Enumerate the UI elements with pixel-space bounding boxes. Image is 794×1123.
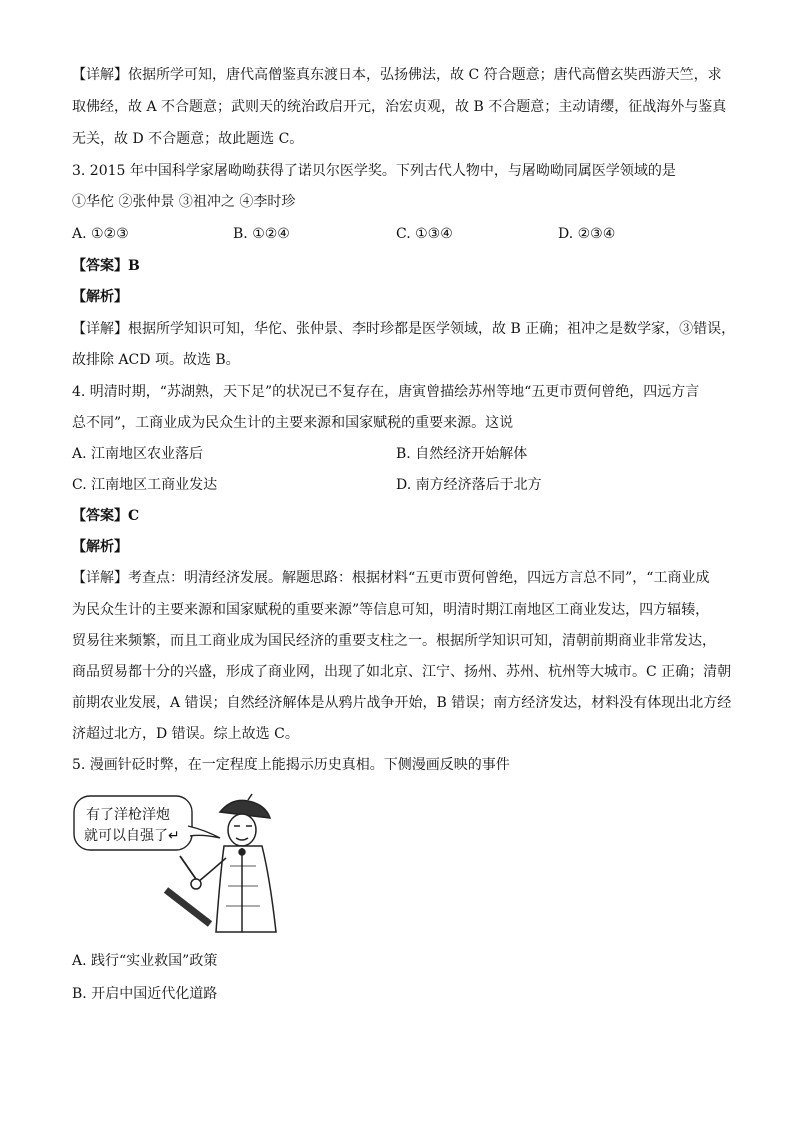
option-a: A. ①②③ [72,226,129,242]
question-4-stem: 4. 明清时期，“苏湖熟，天下足”的状况已不复存在，唐寅曾描绘苏州等地“五更市贾何曾绝，四远方言 [72,384,700,400]
detail-text: 取佛经，故 A 不合题意；武则天的统治政启开元，治宏贞观，故 B 不合题意；主动请缨，征战海外与鉴真 [72,99,727,115]
speech-bubble-tail [188,826,220,838]
option-a: A. 践行“实业救国”政策 [72,953,218,969]
option-b: B. 开启中国近代化道路 [72,986,218,1002]
question-5-stem: 5. 漫画针砭时弊，在一定程度上能揭示历史真相。下侧漫画反映的事件 [72,757,510,773]
option-c: C. 江南地区工商业发达 [72,477,218,493]
question-3-items: ①华佗 ②张仲景 ③祖冲之 ④李时珍 [72,194,296,210]
bubble-text-line-2: 就可以自强了↵ [84,828,180,844]
detail-text: 【详解】依据所学可知，唐代高僧鉴真东渡日本，弘扬佛法，故 C 符合题意；唐代高僧玄奘西游天竺，求 [72,67,722,83]
bubble-text-line-1: 有了洋枪洋炮 [86,807,170,823]
detail-text: 济超过北方，D 错误。综上故选 C。 [72,726,299,742]
detail-text: 贸易往来频繁，而且工商业成为国民经济的重要支柱之一。根据所学知识可知，清朝前期商业非常发达， [72,633,716,649]
option-b: B. 自然经济开始解体 [396,446,528,462]
detail-text: 故排除 ACD 项。故选 B。 [72,352,240,368]
cartoon-figure [70,786,290,936]
detail-text: 【详解】考查点：明清经济发展。解题思路：根据材料“五更市贾何曾绝，四远方言总不同”，“工商业成 [72,570,710,586]
option-b: B. ①②④ [233,226,290,242]
question-3-stem: 3. 2015 年中国科学家屠呦呦获得了诺贝尔医学奖。下列古代人物中，与屠呦呦同属医学领域的是 [72,163,676,179]
detail-text: 前期农业发展，A 错误；自然经济解体是从鸦片战争开始，B 错误；南方经济发达，材料没有体现出北方经 [72,695,732,711]
option-d: D. 南方经济落后于北方 [396,477,542,493]
question-4-stem: 总不同”，工商业成为民众生计的主要来源和国家赋税的重要来源。这说 [72,415,514,431]
detail-text: 商品贸易都十分的兴盛，形成了商业网，出现了如北京、江宁、扬州、苏州、杭州等大城市。C 正确；清朝 [72,664,732,680]
option-d: D. ②③④ [558,226,616,242]
analysis-label: 【解析】 [72,289,128,305]
detail-text: 【详解】根据所学知识可知，华佗、张仲景、李时珍都是医学领域，故 B 正确；祖冲之是数学家，③错误， [72,321,736,337]
detail-text: 无关，故 D 不合题意；故此题选 C。 [72,131,304,147]
option-c: C. ①③④ [396,226,453,242]
cartoon-drawing [70,786,290,936]
option-a: A. 江南地区农业落后 [72,446,204,462]
detail-text: 为民众生计的主要来源和国家赋税的重要来源”等信息可知，明清时期江南地区工商业发达，四方辐辏， [72,602,710,618]
analysis-label: 【解析】 [72,539,128,555]
answer-label: 【答案】C [72,508,140,524]
answer-label: 【答案】B [72,258,140,274]
